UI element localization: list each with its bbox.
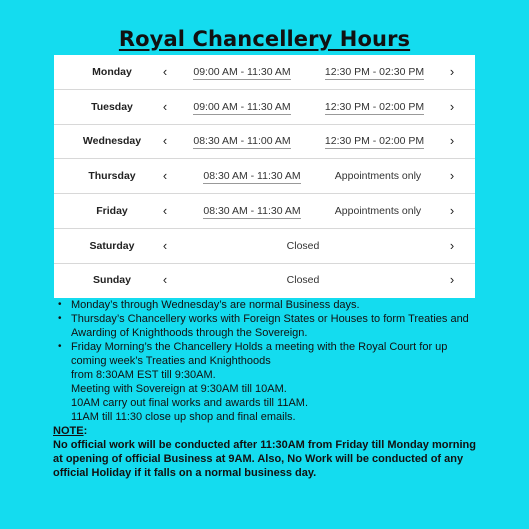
time-slot-2[interactable]: 12:30 PM - 02:00 PM <box>324 101 425 113</box>
day-label: Friday <box>96 205 128 217</box>
chevron-right-icon[interactable]: › <box>449 238 455 253</box>
row-friday <box>54 194 475 229</box>
chevron-right-icon[interactable]: › <box>449 133 455 148</box>
friday-detail: Meeting with Sovereign at 9:30AM till 10AM. <box>71 383 287 395</box>
row-sunday <box>54 263 475 297</box>
row-saturday <box>54 229 475 264</box>
chevron-right-icon[interactable]: › <box>449 64 455 79</box>
friday-detail: 11AM till 11:30 close up shop and final emails. <box>71 411 296 423</box>
time-slot-1[interactable]: 08:30 AM - 11:30 AM <box>203 205 301 217</box>
notes-section <box>53 298 483 480</box>
chevron-left-icon[interactable]: ‹ <box>162 99 168 114</box>
chevron-right-icon[interactable]: › <box>449 99 455 114</box>
time-slot-1[interactable]: 08:30 AM - 11:00 AM <box>193 135 291 147</box>
row-tuesday <box>54 90 475 125</box>
list-item: • Monday’s through Wednesday’s are normal Business days. <box>71 298 483 312</box>
appointments-only-label: Appointments only <box>334 170 422 182</box>
chevron-right-icon[interactable]: › <box>449 203 455 218</box>
day-label: Thursday <box>88 170 136 182</box>
chevron-left-icon[interactable]: ‹ <box>162 272 168 287</box>
note-text: No official work will be conducted after 11:30AM from Friday till Monday morning at opening of official Business at 9AM. Also, No Work will be conducted of any official Holiday if it falls on a normal business day. <box>53 439 476 479</box>
list-item <box>71 340 483 424</box>
friday-detail: • Friday Morning’s the Chancellery Holds a meeting with the Royal Court for up coming week’s Treaties and Knighthoods <box>71 341 448 367</box>
row-monday <box>54 55 475 90</box>
friday-detail: from 8:30AM EST till 9:30AM. <box>71 369 216 381</box>
time-slot-1[interactable]: 08:30 AM - 11:30 AM <box>203 170 301 182</box>
notes-list <box>53 298 483 424</box>
closed-label: Closed <box>286 274 320 286</box>
day-label: Tuesday <box>91 101 133 113</box>
friday-detail: 10AM carry out final works and awards till 11AM. <box>71 397 308 409</box>
day-label: Wednesday <box>82 135 142 147</box>
day-label: Monday <box>92 66 132 78</box>
time-slot-1[interactable]: 09:00 AM - 11:30 AM <box>193 66 291 78</box>
note-colon: : <box>83 425 88 437</box>
time-slot-1[interactable]: 09:00 AM - 11:30 AM <box>193 101 291 113</box>
appointments-only-label: Appointments only <box>334 205 422 217</box>
time-slot-2[interactable]: 12:30 PM - 02:30 PM <box>324 66 425 78</box>
day-label: Saturday <box>89 240 135 252</box>
list-item: • Thursday’s Chancellery works with Foreign States or Houses to form Treaties and Awarding of Knighthoods through the Sovereign. <box>71 312 483 340</box>
chevron-right-icon[interactable]: › <box>449 272 455 287</box>
note-label: NOTE <box>53 425 84 437</box>
row-wednesday <box>54 124 475 159</box>
chevron-left-icon[interactable]: ‹ <box>162 133 168 148</box>
chevron-left-icon[interactable]: ‹ <box>162 64 168 79</box>
time-slot-2[interactable]: 12:30 PM - 02:00 PM <box>324 135 425 147</box>
chevron-left-icon[interactable]: ‹ <box>162 238 168 253</box>
page-title: Royal Chancellery Hours <box>118 27 411 51</box>
row-thursday <box>54 159 475 194</box>
closed-label: Closed <box>286 240 320 252</box>
chevron-left-icon[interactable]: ‹ <box>162 168 168 183</box>
chevron-left-icon[interactable]: ‹ <box>162 203 168 218</box>
hours-table <box>54 55 475 298</box>
day-label: Sunday <box>93 274 131 286</box>
chevron-right-icon[interactable]: › <box>449 168 455 183</box>
note-heading <box>53 424 483 438</box>
